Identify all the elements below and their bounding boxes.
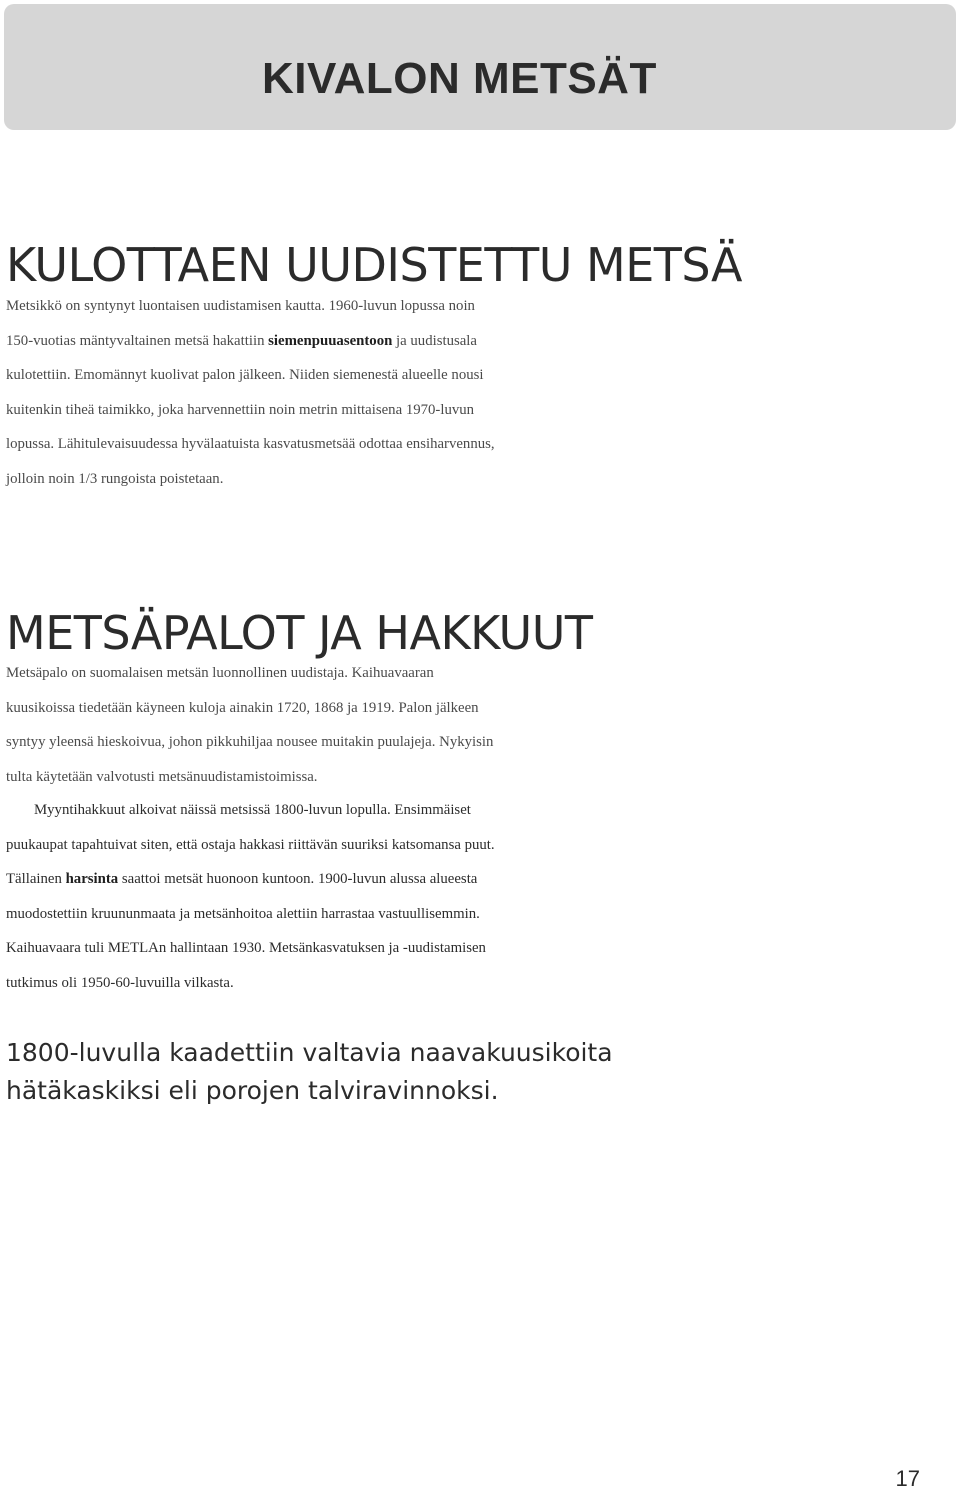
caption (6, 1034, 613, 1110)
text-line: Metsikkö on syntynyt luontaisen uudistamisen kautta. 1960-luvun lopussa noin (6, 298, 475, 314)
section-heading-kulottaen: KULOTTAEN UUDISTETTU METSÄ (6, 238, 742, 292)
text-line: muodostettiin kruununmaata ja metsänhoitoa alettiin harrastaa vastuullisemmin. (6, 905, 480, 922)
page-title: KIVALON METSÄT (262, 54, 657, 103)
text-segment: Tällainen (6, 871, 66, 887)
text-line: tulta käytetään valvotusti metsänuudistamistoimissa. (6, 768, 318, 785)
section-heading-metsapalot: METSÄPALOT JA HAKKUUT (6, 606, 593, 660)
text-line: tutkimus oli 1950-60-luvuilla vilkasta. (6, 974, 234, 991)
text-line: Kaihuavaara tuli METLAn hallintaan 1930. Metsänkasvatuksen ja -uudistamisen (6, 940, 486, 956)
text-segment: ja uudistusala (392, 332, 477, 349)
caption-line: hätäkaskiksi eli porojen talviravinnoksi. (6, 1076, 499, 1105)
text-segment: 150-vuotias mäntyvaltainen metsä hakattiin (6, 332, 269, 349)
bold-term-siemenpuuasentoon: siemenpuuasentoon (268, 332, 393, 349)
section-text-metsapalot-para1 (6, 656, 958, 794)
section-text-kulottaen (6, 289, 958, 496)
text-line: Myyntihakkuut alkoivat näissä metsissä 1800-luvun lopulla. Ensimmäiset (34, 802, 471, 818)
title-banner (4, 4, 956, 130)
text-line: kuitenkin tiheä taimikko, joka harvennettiin noin metrin mittaisena 1970-luvun (6, 401, 475, 418)
text-line: puukaupat tapahtuivat siten, että ostaja hakkasi riittävän suuriksi katsomansa puut. (6, 836, 495, 853)
page-number: 17 (895, 1466, 920, 1491)
text-line: kulotettiin. Emomännyt kuolivat palon jälkeen. Niiden siemenestä alueelle nousi (6, 367, 484, 383)
text-line: kuusikoissa tiedetään käyneen kuloja ainakin 1720, 1868 ja 1919. Palon jälkeen (6, 699, 479, 716)
text-segment: saattoi metsät huonoon kuntoon. 1900-luvun alussa alueesta (118, 871, 478, 887)
text-line: jolloin noin 1/3 rungoista poistetaan. (6, 470, 224, 487)
caption-line: 1800-luvulla kaadettiin valtavia naavakuusikoita (6, 1038, 613, 1067)
text-line (6, 324, 958, 359)
text-line: lopussa. Lähitulevaisuudessa hyvälaatuista kasvatusmetsää odottaa ensiharvennus, (6, 436, 495, 452)
text-line: syntyy yleensä hieskoivua, johon pikkuhiljaa nousee muitakin puulajeja. Nykyisin (6, 734, 494, 750)
section-text-metsapalot-para2 (6, 793, 958, 1000)
bold-term-harsinta: harsinta (65, 871, 119, 887)
text-line: Metsäpalo on suomalaisen metsän luonnollinen uudistaja. Kaihuavaaran (6, 665, 434, 681)
text-line (6, 862, 958, 897)
